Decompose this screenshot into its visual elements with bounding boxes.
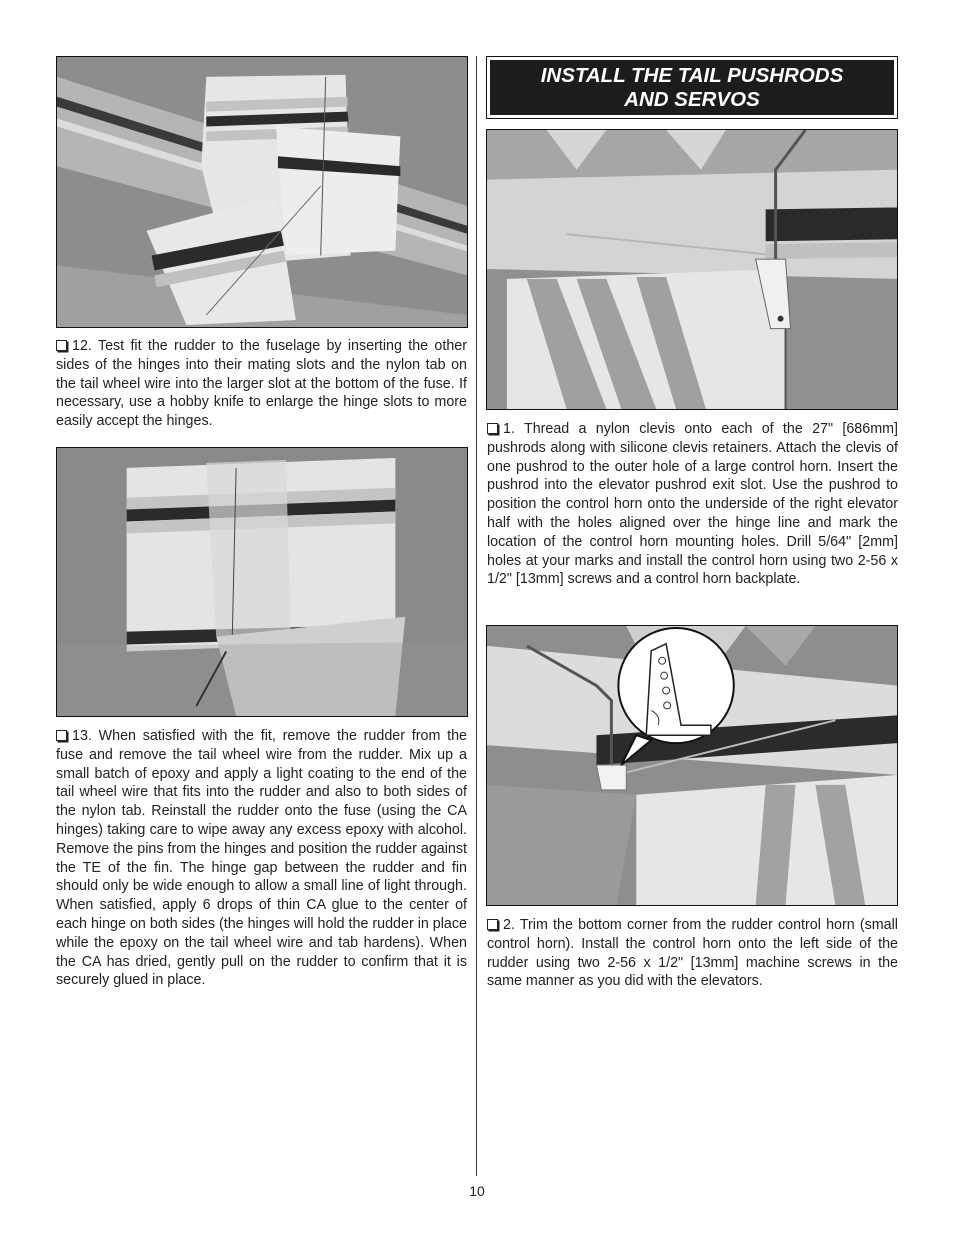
section-heading: INSTALL THE TAIL PUSHRODS AND SERVOS: [490, 60, 894, 115]
step-1-text: 1. Thread a nylon clevis onto each of the 27" [686mm] pushrods along with silicone clevis retainers. Attach the clevis of one pushrod to the outer hole of a large control horn. Insert the pushrod into the elevator pushrod exit slot. Use the pushrod to position the control horn onto the underside of the right elevator half with the holes aligned over the hinge line and mark the location of the control horn mounting holes. Drill 5/64" [2mm] holes at your marks and install the control horn using two 2-56 x 1/2" [13mm] screws and a control horn backplate.: [487, 421, 898, 588]
checkbox-icon[interactable]: [487, 919, 498, 930]
section-heading-box: [486, 56, 898, 119]
column-divider: [476, 56, 477, 1176]
step-12-paragraph: [56, 337, 467, 431]
elevator-control-horn-photo: [486, 129, 898, 410]
checkbox-icon[interactable]: [487, 423, 498, 434]
step-2-paragraph: [487, 916, 898, 991]
step-13-text: 13. When satisfied with the fit, remove the rudder from the fuse and remove the tail wheel wire from the rudder. Mix up a small batch of epoxy and apply a light coating to the end of the tail wheel wire that fits into the rudder and also to both sides of the nylon tab. Reinstall the rudder onto the fuse (using the CA hinges) taking care to wipe away any excess epoxy with alcohol. Remove the pins from the hinges and position the rudder against the TE of the fin. The hinge gap between the rudder and fin should only be wide enough to allow a small line of light through. When satisfied, apply 6 drops of thin CA glue to the center of each hinge on both sides (the hinges will hold the rudder in place while the epoxy on the tail wheel wire and tab hardens). When the CA has dried, gently pull on the rudder to confirm that it is securely glued in place.: [56, 728, 467, 989]
checkbox-icon[interactable]: [56, 730, 67, 741]
step-13-paragraph: [56, 727, 467, 990]
rudder-test-fit-photo: [56, 56, 468, 328]
rudder-control-horn-photo: [486, 625, 898, 906]
page-number: 10: [469, 1183, 485, 1199]
step-1-paragraph: [487, 420, 898, 589]
rudder-glued-photo: [56, 447, 468, 717]
checkbox-icon[interactable]: [56, 340, 67, 351]
step-12-text: 12. Test fit the rudder to the fuselage by inserting the other sides of the hinges into their mating slots and the nylon tab on the tail wheel wire into the larger slot at the bottom of the fuse. If necessary, use a hobby knife to enlarge the hinge slots to more easily accept the hinges.: [56, 338, 467, 430]
step-2-text: 2. Trim the bottom corner from the rudder control horn (small control horn). Install the control horn onto the left side of the rudder using two 2-56 x 1/2" [13mm] machine screws in the same manner as you did with the elevators.: [487, 917, 898, 990]
